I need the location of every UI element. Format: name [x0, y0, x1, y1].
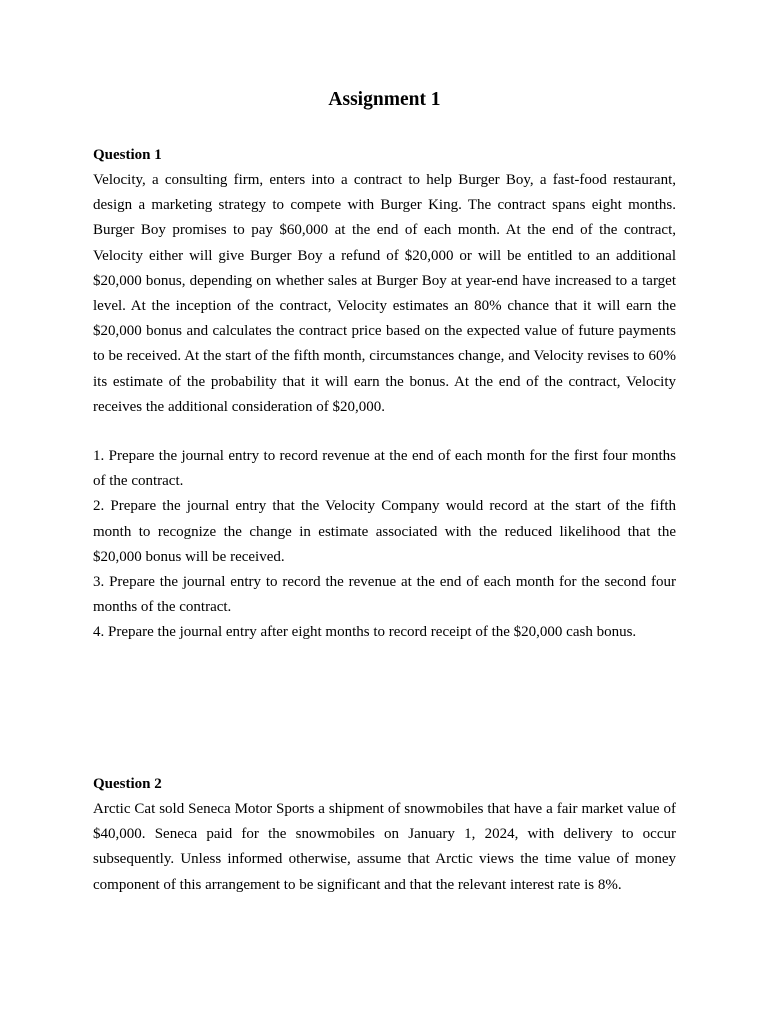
question-1-body: Velocity, a consulting firm, enters into a contract to help Burger Boy, a fast-food restaurant, design a marketing strategy to compete with Burger King. The contract spans eight months. Burger Boy promises to pay $60,000 at the end of each month. At the end of the contract, Velocity either will give Burger Boy a refund of $20,000 or will be entitled to an additional $20,000 bonus, depending on whether sales at Burger Boy at year-end have increased to a target level. At the inception of the contract, Velocity estimates an 80% chance that it will earn the $20,000 bonus and calculates the contract price based on the expected value of future payments to be received. At the start of the fifth month, circumstances change, and Velocity revises to 60% its estimate of the probability that it will earn the bonus. At the end of the contract, Velocity receives the additional consideration of $20,000. — [93, 172, 676, 415]
task-item-4: 4. Prepare the journal entry after eight months to record receipt of the $20,000 cash bonus. — [93, 624, 637, 641]
task-item-3: 3. Prepare the journal entry to record the revenue at the end of each month for the second four months of the contract. — [93, 574, 676, 616]
question-1-task-list — [93, 444, 676, 646]
question-1-heading: Question 1 — [93, 147, 162, 163]
task-item-1: 1. Prepare the journal entry to record revenue at the end of each month for the first four months of the contract. — [93, 448, 676, 490]
question-2-body: Arctic Cat sold Seneca Motor Sports a shipment of snowmobiles that have a fair market value of $40,000. Seneca paid for the snowmobiles on January 1, 2024, with delivery to occur subsequently. Unless informed otherwise, assume that Arctic views the time value of money component of this arrangement to be significant and that the relevant interest rate is 8%. — [93, 801, 676, 893]
question-2-heading: Question 2 — [93, 776, 162, 792]
page-title: Assignment 1 — [328, 89, 441, 110]
task-item-2: 2. Prepare the journal entry that the Velocity Company would record at the start of the fifth month to recognize the change in estimate associated with the reduced likelihood that the $20,000 bonus will be received. — [93, 498, 676, 565]
